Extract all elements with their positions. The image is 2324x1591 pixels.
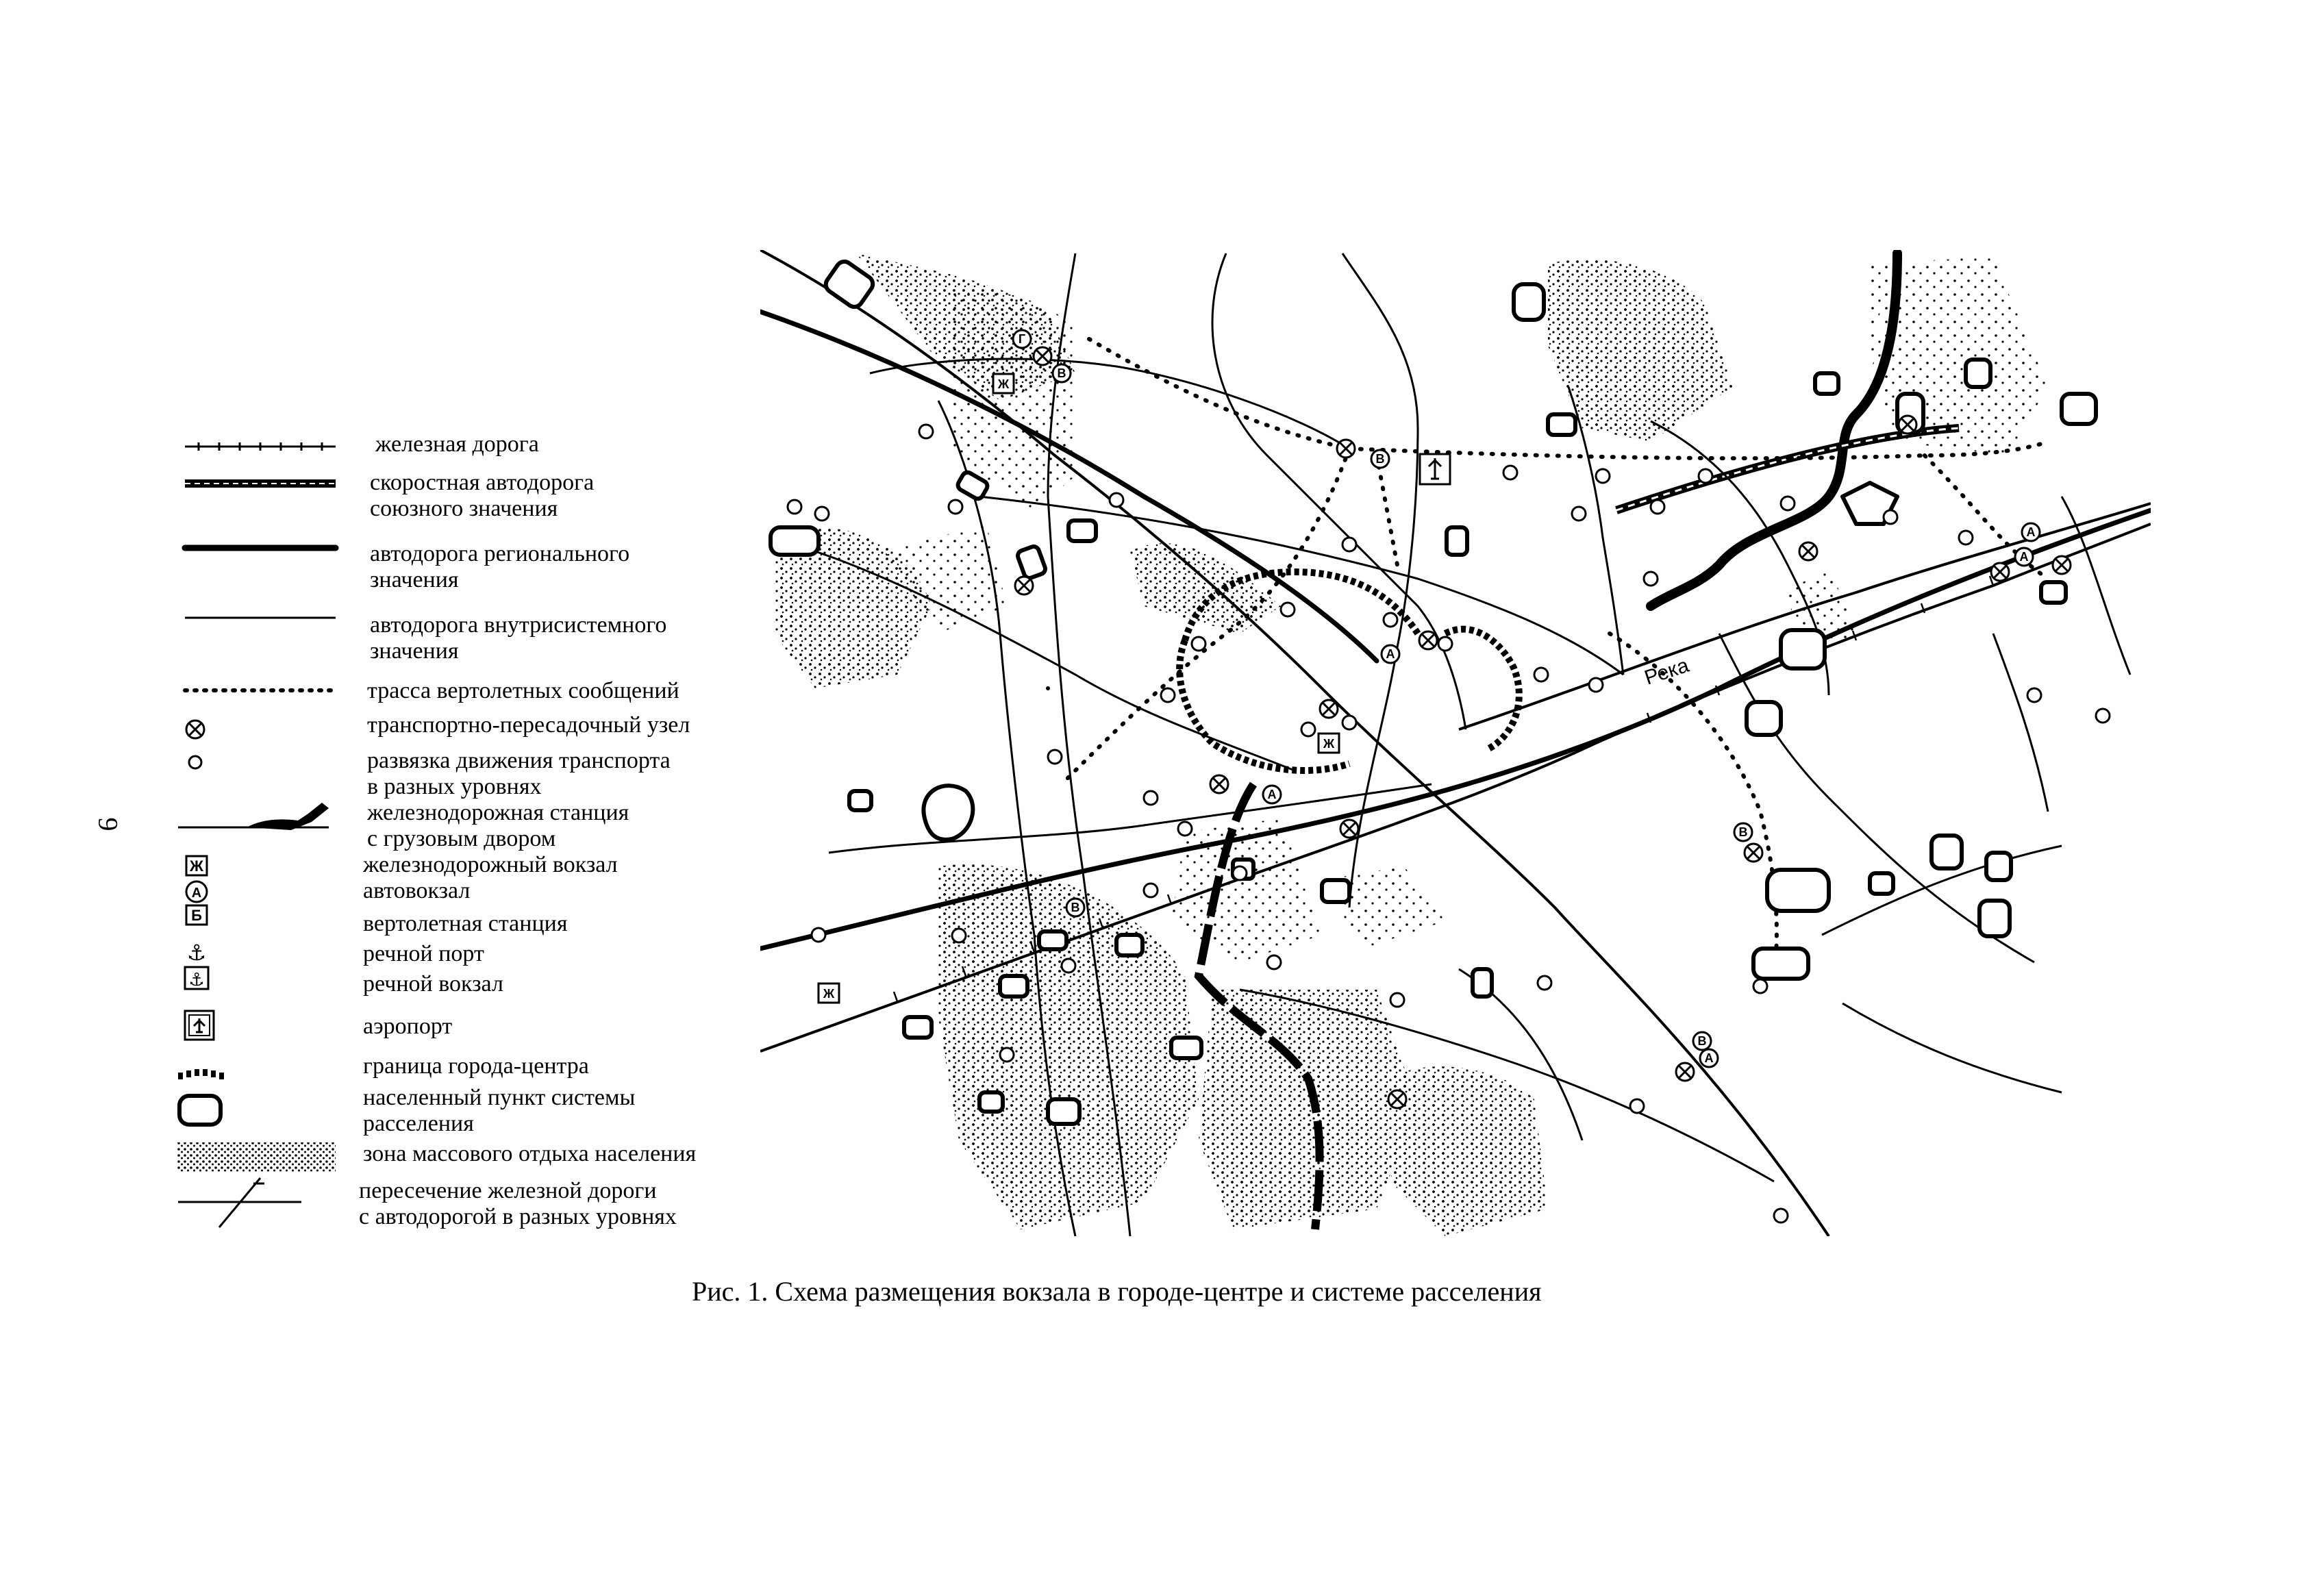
svg-text:Ж: Ж (997, 377, 1010, 391)
svg-text:Ж: Ж (1323, 737, 1335, 751)
legend-regional-road: автодорога регионального значения (370, 541, 630, 592)
crossing-icon (178, 1178, 301, 1227)
svg-text:⚓: ⚓ (188, 970, 205, 990)
river-terminal-icon (185, 967, 208, 990)
legend-bus-station: автовокзал (363, 878, 471, 903)
legend-river-terminal: речной вокзал (363, 971, 503, 997)
legend-express-road: скоростная автодорога союзного значения (370, 470, 595, 521)
legend-interchange: развязка движения транспорта в разных уровнях (367, 748, 671, 799)
recreation-icon (177, 1142, 336, 1173)
legend-river-port: речной порт (363, 941, 484, 966)
legend-transfer-hub: транспортно-пересадочный узел (367, 712, 690, 738)
svg-text:А: А (191, 886, 202, 901)
legend-crossing: пересечение железной дороги с автодорогой в разных уровнях (359, 1178, 677, 1229)
settlement-scheme-map (760, 250, 2151, 1236)
legend-heliport: вертолетная станция (363, 911, 568, 936)
svg-text:В: В (1375, 452, 1385, 466)
rail-station-icon (178, 803, 329, 830)
legend-heli-route: трасса вертолетных сообщений (367, 678, 679, 703)
legend-recreation: зона массового отдыха населения (363, 1141, 697, 1166)
svg-text:В: В (1697, 1034, 1707, 1048)
rail-terminal-icon (186, 856, 207, 875)
interchange-icon (189, 756, 201, 768)
svg-text:Б: Б (191, 907, 202, 924)
svg-text:А: А (2019, 550, 2029, 564)
svg-text:В: В (1057, 366, 1066, 380)
recreation-zones (774, 253, 2048, 1236)
legend-settlement: населенный пункт системы расселения (363, 1085, 636, 1136)
svg-text:Ж: Ж (823, 987, 835, 1001)
svg-text:А: А (1704, 1051, 1714, 1065)
svg-text:⚓: ⚓ (186, 940, 207, 966)
city-boundary-icon (178, 1069, 224, 1079)
airport-icon (185, 1011, 214, 1040)
svg-text:Г: Г (1018, 332, 1026, 346)
legend-airport: аэропорт (363, 1014, 453, 1039)
svg-text:А: А (1267, 788, 1277, 801)
figure-caption: Рис. 1. Схема размещения вокзала в городе-центре и системе расселения (692, 1276, 1542, 1307)
transfer-hub-icon (186, 721, 204, 738)
svg-text:В: В (1071, 901, 1080, 914)
river-port-icon (187, 940, 207, 966)
river-label: Река (1641, 653, 1692, 690)
legend-rail-station: железнодорожная станция с грузовым двором (367, 800, 629, 851)
legend-local-road: автодорога внутрисистемного значения (370, 612, 667, 664)
svg-text:Ж: Ж (190, 857, 203, 875)
svg-text:А: А (2026, 525, 2036, 539)
heliport-icon (186, 905, 207, 925)
svg-text:В: В (1738, 825, 1748, 839)
railway-icon (185, 442, 336, 451)
page-number: 9 (92, 817, 124, 831)
airport-map-icon (1420, 454, 1450, 484)
legend-city-boundary: граница города-центра (363, 1053, 589, 1079)
legend-rail-terminal: железнодорожный вокзал (363, 852, 618, 877)
legend-railway: железная дорога (375, 431, 539, 457)
bus-station-icon (186, 881, 207, 902)
settlement-icon (179, 1096, 221, 1125)
svg-text:А: А (1386, 647, 1395, 661)
